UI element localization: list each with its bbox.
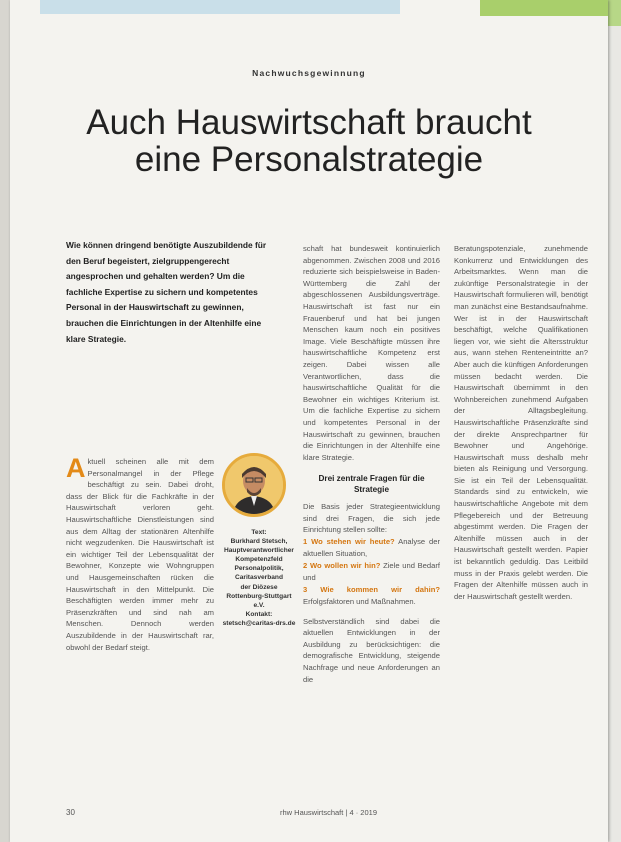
list-number: 3: [303, 585, 308, 595]
list-question: Wo stehen wir heute?: [311, 537, 395, 547]
headline-line-2: eine Personalstrategie: [134, 140, 484, 179]
lead-paragraph: Wie können dringend benötigte Auszubildende für den Beruf begeistert, zielgruppengerecht angesprochen und gehalten werden? Um die fachliche Expertise zu sichern und kompetentes Personal in der Hauswirtschaft zu gewinnen, brauchen die Einrichtungen in der Altenhilfe eine klare Strategie.: [66, 240, 267, 344]
top-color-band: [40, 0, 400, 14]
caption-label: Text:: [251, 529, 267, 536]
magazine-page: [10, 0, 608, 842]
column-2-text-2: Die Basis jeder Strategieentwicklung sind drei Fragen, die sich jede Einrichtung stellen sollte:: [303, 502, 440, 535]
top-green-band: [480, 0, 608, 16]
column-2: [303, 243, 440, 685]
headline: [10, 104, 608, 178]
author-photo-icon: [225, 456, 283, 514]
caption-role-2: Kompetenzfeld: [235, 556, 283, 564]
magazine-footer: rhw Hauswirtschaft | 4 · 2019: [280, 808, 377, 817]
list-rest: Erfolgsfaktoren und Maßnahmen.: [303, 597, 416, 607]
list-number: 2: [303, 561, 308, 571]
caption-role-4: Caritasverband: [234, 574, 283, 582]
drop-cap: A: [66, 453, 86, 483]
column-2-text-1: schaft hat bundesweit kontinuierlich abgenommen. Zwischen 2008 und 2016 reduzierte sich beispielsweise in Baden-Württemberg die Zahl der abgeschlossenen Ausbildungsverträge. Hauswirtschaft ist fast nur ein Frauenberuf und hat bei jungen Menschen kaum noch ein positives Image. Viele Beschäftigte müssen ihre hauswirtschaftliche Kompetenz erst zeigen. Dabei wissen alle Verantwortlichen, dass die hauswirtschaftliche Qualität für die Bewohner ein wichtiges Kriterium ist. Um die fachliche Expertise zu sichern und kompetentes Personal in der Hauswirtschaft zu gewinnen, brauchen die Einrichtungen in der Altenhilfe eine klare Strategie.: [303, 244, 440, 462]
caption-role-5: der Diözese: [240, 583, 278, 591]
question-list: [303, 536, 440, 608]
caption-contact[interactable]: Kontakt: stetsch@caritas-drs.de: [222, 610, 296, 627]
section-subhead: Drei zentrale Fragen für die Strategie: [318, 474, 425, 495]
list-item: [303, 560, 440, 583]
column-2-text-3: Selbstverständlich sind dabei die aktuellen Entwicklungen in der Ausbildung zu berücksichtigen: die demografische Entwicklung, steigende Nachfrage und neue Anforderungen an die: [303, 616, 440, 684]
kicker: Nachwuchsgewinnung: [252, 68, 366, 78]
list-number: 1: [303, 537, 308, 547]
author-portrait: [222, 453, 286, 517]
column-3: Beratungspotenziale, zunehmende Konkurrenz und Entwicklungen des Arbeitsmarktes. Wenn man die zukünftige Personalstrategie in der Hauswirtschaft formulieren will, benötigt man zunächst eine Bestandsaufnahme. Wer ist in der Hauswirtschaft beschäftigt, welche Qualifikationen liegen vor, wie sieht die Altersstruktur aus, wann stehen Renteneintritte an? Aber auch die künftigen Anforderungen müssen bedacht werden. Die Hauswirtschaft übernimmt in den Wohnbereichen zunehmend Aufgaben der Alltagsbegleitung. Hauswirtschaftliche Präsenzkräfte sind der direkte Ansprechpartner für Bewohner und Angehörige. Hauswirtschaft muss deshalb mehr bieten als Reinigung und Versorgung. Sie ist ein Teil der Lebensqualität. Standards sind zu entwickeln, wie hauswirtschaftliche Angebote mit dem Pflegebereich und der Betreuung abgestimmt werden. Die Fragen der Altenhilfe müssen auch in der Hauswirtschaft gestellt werden. Papier ist bekanntlich geduldig. Das Leitbild muss in der Praxis gelebt werden. Die Fragen der Altenhilfe müssen auch in der Hauswirtschaft gestellt werden.: [454, 244, 588, 601]
caption-name: Burkhard Stetsch,: [230, 538, 288, 546]
column-1: [66, 453, 214, 653]
list-rest: Ziele und Bedarf und: [303, 561, 440, 582]
caption-role-6: Rottenburg-Stuttgart e.V.: [226, 592, 292, 609]
headline-line-1: Auch Hauswirtschaft braucht: [86, 103, 532, 142]
list-question: Wo wollen wir hin?: [309, 561, 381, 571]
caption-role-3: Personalpolitik,: [234, 565, 284, 573]
page-number: 30: [66, 808, 75, 817]
author-caption: [220, 528, 298, 628]
column-1-text: ktuell scheinen alle mit dem Personalmangel in der Pflege beschäftigt zu sein. Dabei droht, dass der Blick für die Fachkräfte in der Hauswirtschaft verloren geht. Hauswirtschaftliche Dienstleistungen sind aus dem Alltag der stationären Altenhilfe nicht wegzudenken. Die Hauswirtschaft ist ein wichtiger Teil der Lebensqualität der Bewohner, Konzepte wie Wohngruppen und Hausgemeinschaften rücken die Hauswirtschaft in den Mittelpunkt. Die Beschäftigten werden immer mehr zu Präsenzkräften und sind nah am Menschen. Dennoch werden Auszubildende in der Hauswirtschaft rar, obwohl der Bedarf steigt.: [66, 457, 214, 652]
list-item: [303, 584, 440, 607]
list-question: Wie kommen wir dahin?: [320, 585, 440, 595]
caption-role-1: Hauptverantwortlicher: [224, 547, 294, 555]
list-item: [303, 536, 440, 559]
list-rest: Analyse der aktuellen Situation,: [303, 537, 440, 558]
